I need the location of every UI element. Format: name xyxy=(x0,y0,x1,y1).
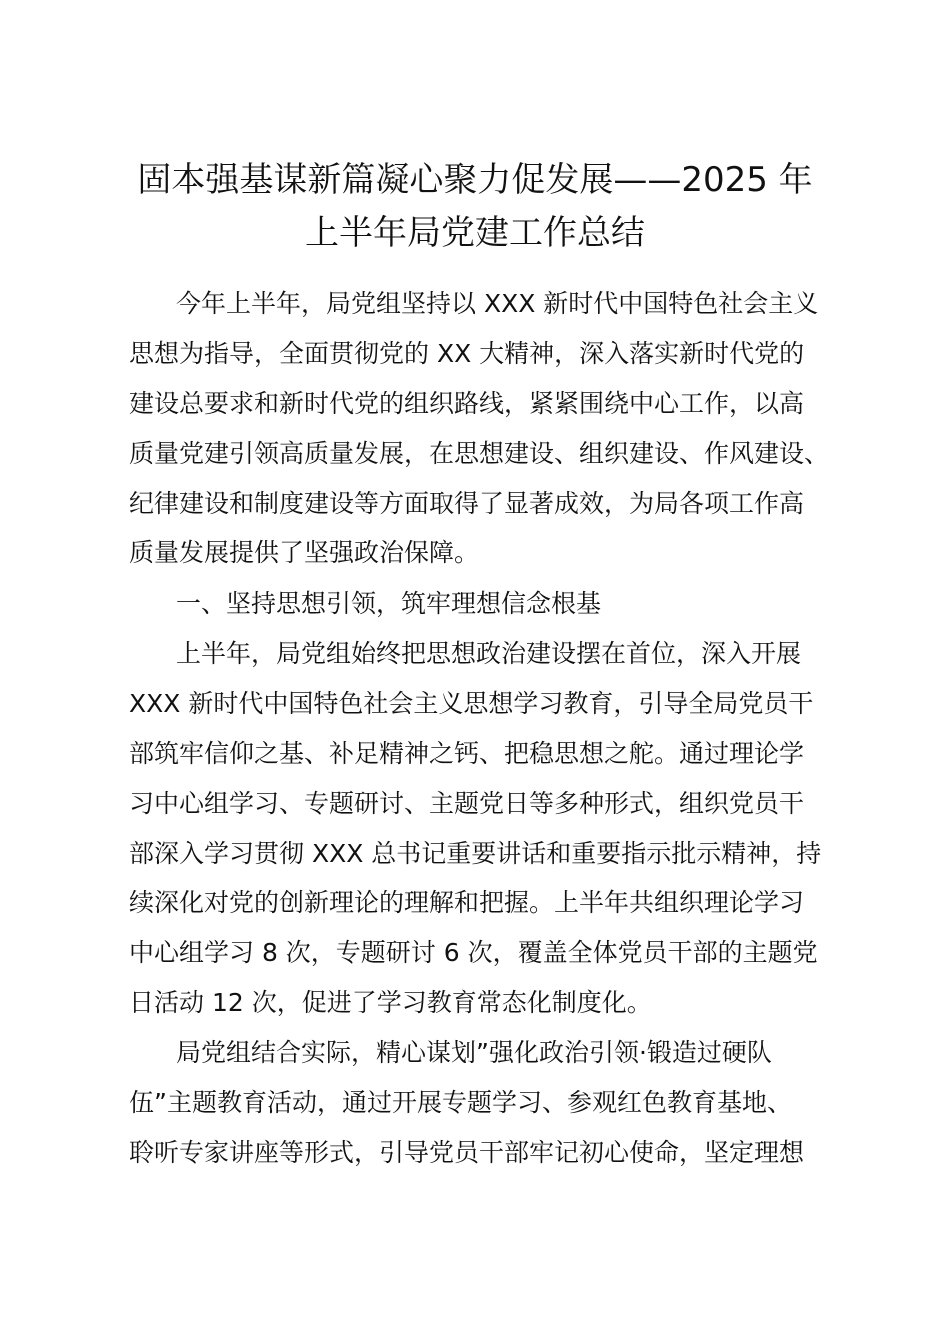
paragraph-2-line-1: 上半年，局党组始终把思想政治建设摆在首位，深入开展 xyxy=(176,639,802,668)
paragraph-1-line-4: 质量党建引领高质量发展，在思想建设、组织建设、作风建设、 xyxy=(129,439,830,468)
paragraph-1-line-6: 质量发展提供了坚强政治保障。 xyxy=(129,538,480,567)
paragraph-2-line-5: 部深入学习贯彻 XXX 总书记重要讲话和重要指示批示精神，持 xyxy=(129,839,822,868)
document-title-line-2: 上半年局党建工作总结 xyxy=(305,213,645,253)
document-title-line-1: 固本强基谋新篇凝心聚力促发展——2025 年 xyxy=(137,160,813,200)
paragraph-1-line-1: 今年上半年，局党组坚持以 XXX 新时代中国特色社会主义 xyxy=(176,289,819,318)
paragraph-1-line-3: 建设总要求和新时代党的组织路线，紧紧围绕中心工作，以高 xyxy=(129,389,805,418)
paragraph-2-line-7: 中心组学习 8 次，专题研讨 6 次，覆盖全体党员干部的主题党 xyxy=(129,938,818,967)
paragraph-2-line-3: 部筑牢信仰之基、补足精神之钙、把稳思想之舵。通过理论学 xyxy=(129,739,805,768)
paragraph-1-line-2: 思想为指导，全面贯彻党的 XX 大精神，深入落实新时代党的 xyxy=(129,339,805,368)
paragraph-3-line-2: 伍”主题教育活动，通过开展专题学习、参观红色教育基地、 xyxy=(129,1088,792,1117)
section-heading-1: 一、坚持思想引领，筑牢理想信念根基 xyxy=(176,589,602,618)
paragraph-2-line-2: XXX 新时代中国特色社会主义思想学习教育，引导全局党员干 xyxy=(129,689,814,718)
paragraph-2-line-4: 习中心组学习、专题研讨、主题党日等多种形式，组织党员干 xyxy=(129,789,805,818)
paragraph-3-line-3: 聆听专家讲座等形式，引导党员干部牢记初心使命，坚定理想 xyxy=(129,1138,805,1167)
paragraph-1-line-5: 纪律建设和制度建设等方面取得了显著成效，为局各项工作高 xyxy=(129,489,805,518)
paragraph-3-line-1: 局党组结合实际，精心谋划”强化政治引领·锻造过硬队 xyxy=(176,1038,772,1067)
paragraph-2-line-6: 续深化对党的创新理论的理解和把握。上半年共组织理论学习 xyxy=(129,888,805,917)
paragraph-2-line-8: 日活动 12 次，促进了学习教育常态化制度化。 xyxy=(129,988,652,1017)
